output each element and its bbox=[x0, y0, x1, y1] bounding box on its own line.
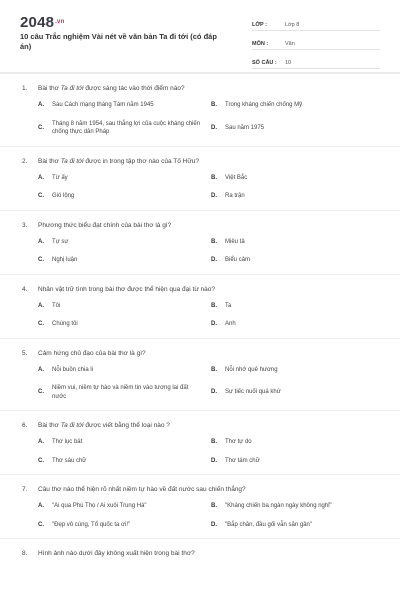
option-letter: A. bbox=[38, 302, 44, 309]
answer-option[interactable] bbox=[38, 366, 211, 375]
option-letter: D. bbox=[211, 521, 217, 528]
question-stem bbox=[0, 349, 400, 358]
header-divider bbox=[0, 72, 400, 74]
option-text: Tôi bbox=[52, 302, 61, 309]
question-number: 4. bbox=[22, 285, 28, 293]
answer-options bbox=[0, 238, 400, 265]
option-letter: C. bbox=[38, 257, 44, 263]
option-text: Sau năm 1975 bbox=[225, 124, 265, 131]
option-letter: D. bbox=[211, 193, 217, 199]
question-number: 8. bbox=[22, 550, 28, 557]
answer-option[interactable] bbox=[211, 366, 384, 375]
answer-option[interactable] bbox=[38, 174, 211, 183]
option-letter: B. bbox=[211, 174, 217, 181]
answer-option[interactable] bbox=[38, 521, 211, 530]
option-text: Sau Cách mạng tháng Tám năm 1945 bbox=[52, 102, 154, 108]
question-text-pre: Bài thơ bbox=[38, 422, 61, 429]
option-text: Miêu tả bbox=[225, 238, 245, 245]
answer-option[interactable] bbox=[211, 120, 384, 137]
answer-option[interactable] bbox=[211, 438, 384, 447]
option-text: Nỗi buồn chia li bbox=[52, 366, 94, 373]
question-text-italic: Ta đi tới bbox=[60, 422, 84, 429]
question-number: 1. bbox=[22, 85, 28, 92]
option-letter: A. bbox=[38, 238, 44, 245]
option-text: "Đẹp vô cùng, Tổ quốc ta ơi!" bbox=[52, 521, 131, 528]
answer-option[interactable] bbox=[211, 101, 384, 110]
quiz-title: 10 câu Trắc nghiệm Vài nét về văn bản Ta đi tới (có đáp án) bbox=[20, 32, 217, 51]
question-item bbox=[0, 84, 400, 147]
question-number: 6. bbox=[22, 422, 28, 429]
option-text: Nghị luận bbox=[52, 257, 78, 263]
question-text-post: được viết bằng thể loại nào ? bbox=[83, 422, 170, 429]
answer-option[interactable] bbox=[211, 320, 384, 329]
question-text bbox=[38, 549, 195, 558]
question-item bbox=[0, 221, 400, 275]
answer-options bbox=[0, 174, 400, 201]
answer-options bbox=[0, 366, 400, 402]
site-logo[interactable]: $2048^{.vn}$ bbox=[20, 14, 65, 31]
question-text-pre: Nhân vật trữ tình trong bài thơ được thể hiện qua đại từ nào? bbox=[38, 285, 215, 293]
question-text-pre: Bài thơ bbox=[38, 85, 61, 92]
meta-subject-value: Văn bbox=[285, 41, 295, 47]
answer-option[interactable] bbox=[211, 502, 384, 511]
question-list bbox=[0, 84, 400, 577]
answer-option[interactable] bbox=[211, 384, 384, 401]
option-text: Thơ tự do bbox=[225, 439, 252, 445]
question-text-pre: Câu thơ nào thể hiện rõ nhất niềm tự hào về đất nước sau chiến thắng? bbox=[38, 486, 246, 493]
meta-class-value: Lớp 8 bbox=[285, 22, 300, 28]
question-item bbox=[0, 485, 400, 539]
quiz-header bbox=[0, 0, 400, 72]
meta-class-row bbox=[252, 15, 380, 31]
question-text-post: được in trong tập thơ nào của Tố Hữu? bbox=[83, 157, 199, 165]
option-text: Gió lộng bbox=[52, 193, 75, 199]
question-stem bbox=[0, 549, 400, 558]
answer-option[interactable] bbox=[38, 438, 211, 447]
answer-option[interactable] bbox=[38, 457, 211, 466]
answer-option[interactable] bbox=[211, 521, 384, 530]
option-text: Ra trận bbox=[225, 193, 245, 199]
answer-option[interactable] bbox=[211, 457, 384, 466]
answer-option[interactable] bbox=[211, 238, 384, 247]
question-number: 7. bbox=[22, 486, 28, 493]
option-letter: D. bbox=[211, 124, 217, 131]
question-text bbox=[38, 349, 146, 358]
meta-subject-row bbox=[252, 34, 380, 50]
answer-option[interactable] bbox=[38, 120, 211, 137]
meta-count-label: SỐ CÂU : bbox=[252, 60, 277, 66]
answer-option[interactable] bbox=[38, 101, 211, 110]
question-item bbox=[0, 157, 400, 211]
question-text-pre: Phương thức biểu đạt chính của bài thơ là gì? bbox=[38, 221, 172, 229]
option-letter: A. bbox=[38, 102, 44, 108]
option-letter: B. bbox=[211, 302, 217, 309]
question-number: 3. bbox=[22, 221, 28, 229]
option-letter: C. bbox=[38, 521, 44, 528]
answer-option[interactable] bbox=[38, 192, 211, 201]
option-letter: D. bbox=[211, 321, 217, 327]
question-item bbox=[0, 421, 400, 475]
option-letter: C. bbox=[38, 321, 44, 327]
answer-option[interactable] bbox=[38, 502, 211, 511]
option-letter: C. bbox=[38, 389, 44, 396]
question-number: 5. bbox=[22, 349, 28, 357]
answer-option[interactable] bbox=[38, 238, 211, 247]
option-letter: A. bbox=[38, 439, 44, 445]
option-letter: A. bbox=[38, 366, 44, 373]
option-letter: B. bbox=[211, 439, 217, 445]
option-text: Việt Bắc bbox=[225, 174, 248, 181]
meta-count-row bbox=[252, 53, 380, 69]
meta-subject-label: MÔN : bbox=[252, 41, 269, 47]
option-text: Niềm vui, niềm tự hào và niềm tin vào tương lai đất nước bbox=[52, 385, 189, 400]
question-stem bbox=[0, 157, 400, 166]
option-letter: A. bbox=[38, 174, 44, 181]
question-item bbox=[0, 549, 400, 567]
answer-options bbox=[0, 502, 400, 529]
option-letter: D. bbox=[211, 457, 217, 464]
option-text: Tháng 8 năm 1954, sau thắng lợi của cuộc kháng chiến chống thực dân Pháp bbox=[52, 120, 201, 135]
option-text: "Kháng chiến ba ngàn ngày không nghỉ" bbox=[225, 503, 332, 509]
question-stem bbox=[0, 421, 400, 430]
option-text: Biểu cảm bbox=[225, 257, 251, 263]
option-text: "Ai qua Phú Thọ / Ai xuôi Trung Hà" bbox=[52, 503, 147, 509]
question-text-pre: Bài thơ bbox=[38, 157, 61, 165]
option-letter: A. bbox=[38, 503, 44, 509]
answer-option[interactable] bbox=[38, 320, 211, 329]
question-text-italic: Ta đi tới bbox=[60, 157, 84, 165]
option-text: Nỗi nhớ quê hương bbox=[225, 366, 278, 373]
question-stem bbox=[0, 84, 400, 93]
option-text: Ta bbox=[225, 302, 232, 309]
option-letter: C. bbox=[38, 457, 44, 464]
option-text: Tự sự bbox=[52, 238, 69, 245]
question-stem bbox=[0, 285, 400, 294]
option-text: Trong kháng chiến chống Mỹ bbox=[225, 102, 303, 108]
question-text bbox=[38, 221, 171, 230]
option-letter: B. bbox=[211, 366, 217, 373]
answer-option[interactable] bbox=[38, 302, 211, 311]
question-item bbox=[0, 285, 400, 339]
meta-class-label: LỚP : bbox=[252, 22, 267, 28]
answer-option[interactable] bbox=[38, 256, 211, 265]
option-text: Từ ấy bbox=[52, 174, 68, 181]
question-text bbox=[38, 84, 185, 93]
option-letter: C. bbox=[38, 193, 44, 199]
question-text bbox=[38, 285, 215, 294]
option-letter: D. bbox=[211, 257, 217, 263]
question-stem bbox=[0, 221, 400, 230]
option-letter: D. bbox=[211, 389, 217, 396]
question-number: 2. bbox=[22, 157, 28, 165]
quiz-meta bbox=[252, 15, 380, 72]
answer-options bbox=[0, 101, 400, 137]
option-text: Anh bbox=[225, 321, 236, 327]
option-text: Thơ tám chữ bbox=[225, 457, 260, 464]
answer-option[interactable] bbox=[211, 192, 384, 201]
answer-options bbox=[0, 438, 400, 465]
answer-options bbox=[0, 302, 400, 329]
question-text-italic: Ta đi tới bbox=[60, 85, 84, 92]
option-text: Sự tiếc nuối quá khứ bbox=[225, 389, 281, 396]
meta-count-value: 10 bbox=[285, 60, 292, 66]
question-text bbox=[38, 485, 246, 494]
logo-suffix: .vn bbox=[55, 19, 65, 25]
option-letter: B. bbox=[211, 238, 217, 245]
question-text-pre: Hình ảnh nào dưới đây không xuất hiện trong bài thơ? bbox=[38, 550, 195, 557]
option-text: Thơ sáu chữ bbox=[52, 457, 87, 464]
question-text bbox=[38, 421, 170, 430]
question-stem bbox=[0, 485, 400, 494]
option-letter: B. bbox=[211, 102, 217, 108]
question-text-pre: Cảm hứng chủ đạo của bài thơ là gì? bbox=[38, 349, 146, 357]
option-text: Thơ lục bát bbox=[52, 439, 83, 445]
answer-option[interactable] bbox=[38, 384, 211, 401]
answer-option[interactable] bbox=[211, 302, 384, 311]
question-text bbox=[38, 157, 199, 166]
option-text: Chúng tôi bbox=[52, 321, 78, 327]
question-item bbox=[0, 349, 400, 412]
option-text: "Bắp chân, đầu gối vẫn săn gân" bbox=[225, 521, 312, 528]
answer-option[interactable] bbox=[211, 256, 384, 265]
answer-option[interactable] bbox=[211, 174, 384, 183]
option-letter: C. bbox=[38, 124, 44, 131]
question-text-post: được sáng tác vào thời điểm nào? bbox=[83, 85, 185, 92]
option-letter: B. bbox=[211, 503, 217, 509]
